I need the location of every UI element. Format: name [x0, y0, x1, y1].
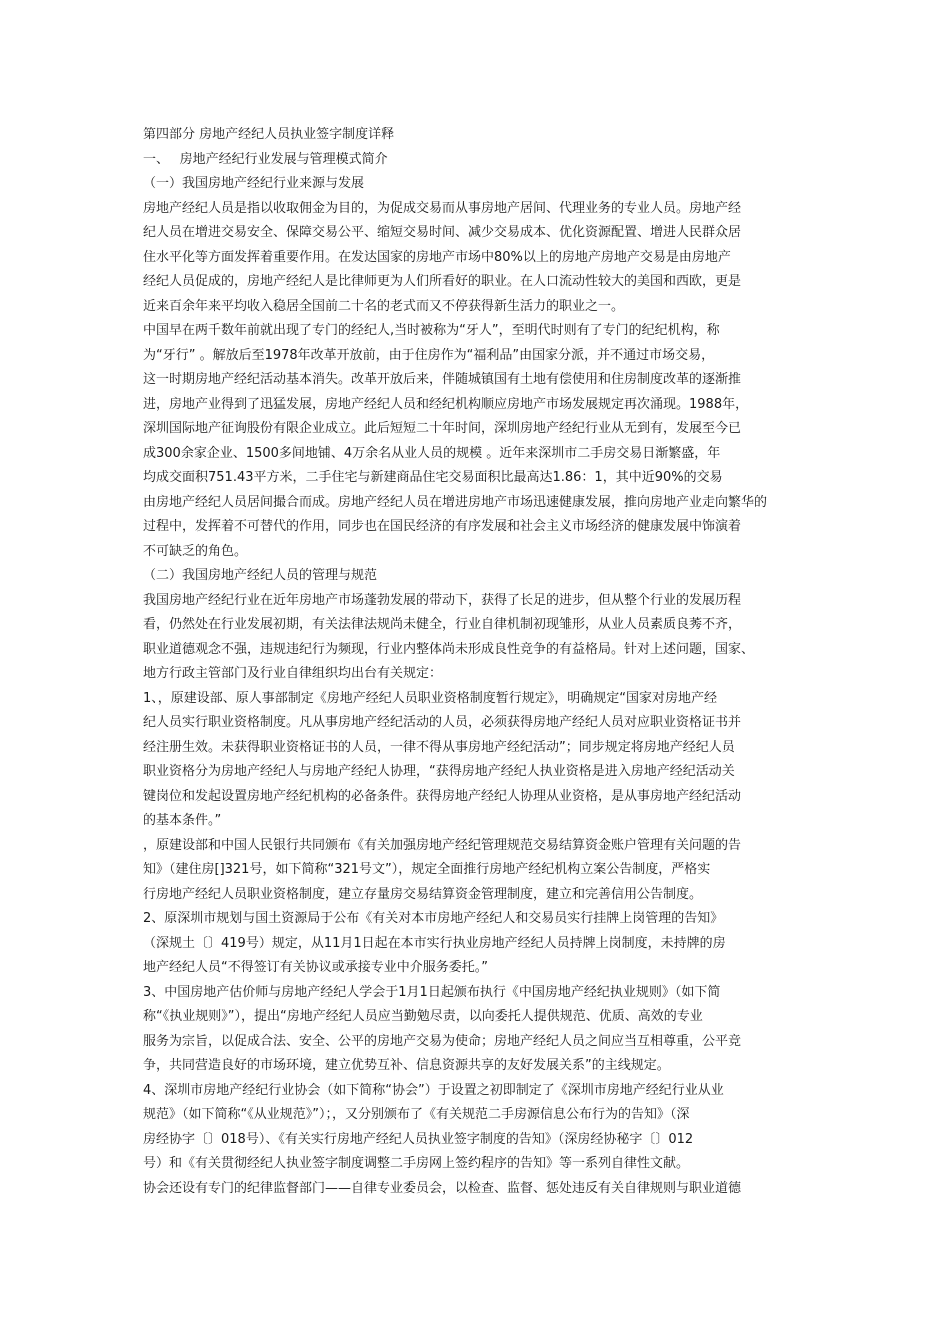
text-line: 不可缺乏的角色。 — [143, 543, 248, 559]
text-line: 我国房地产经纪行业在近年房地产市场蓬勃发展的带动下，获得了长足的进步，但从整个行业的发展历程 — [143, 592, 742, 608]
text-line: 纪人员在增进交易安全、保障交易公平、缩短交易时间、减少交易成本、优化资源配置、增进人民群众居 — [143, 225, 742, 240]
heading-line: 第四部分 房地产经纪人员执业签字制度详释 — [143, 127, 395, 142]
text-line: （深规土〔〕419号）规定，从11月1日起在本市实行执业房地产经纪人员持牌上岗制度，未持牌的房 — [143, 935, 726, 951]
text-line: 协会还设有专门的纪律监督部门——自律专业委员会，以检查、监督、惩处违反有关自律规则与职业道德 — [143, 1180, 742, 1196]
text-line: 进，房地产业得到了迅猛发展，房地产经纪人员和经纪机构顺应房地产市场发展规定再次涌现。1988年， — [143, 396, 749, 412]
text-line: 房地产经纪人员是指以收取佣金为目的，为促成交易而从事房地产居间、代理业务的专业人员。房地产经 — [143, 200, 742, 216]
text-line: 看，仍然处在行业发展初期，有关法律法规尚未健全，行业自律机制初现雏形，从业人员素质良莠不齐， — [143, 617, 742, 632]
text-line: 职业道德观念不强，违规违纪行为频现，行业内整体尚未形成良性竞争的有益格局。针对上述问题，国家、 — [143, 641, 755, 657]
text-line: 住水平化等方面发挥着重要作用。在发达国家的房地产市场中80%以上的房地产房地产交易是由房地产 — [143, 249, 731, 265]
text-line: 经纪人员促成的，房地产经纪人是比律师更为人们所看好的职业。在人口流动性较大的美国和西欧，更是 — [143, 274, 742, 289]
text-line: ，原建设部和中国人民银行共同颁布《有关加强房地产经纪管理规范交易结算资金账户管理有关问题的告 — [143, 837, 742, 853]
text-line: 成300余家企业、1500多间地铺、4万余名从业人员的规模 。近年来深圳市二手房交易日渐繁盛，年 — [143, 445, 721, 461]
text-line: 职业资格分为房地产经纪人与房地产经纪人协理，“获得房地产经纪人执业资格是进入房地产经纪活动关 — [143, 764, 735, 779]
text-line: 3、中国房地产估价师与房地产经纪人学会于1月1日起颁布执行《中国房地产经纪执业规则》（如下简 — [143, 984, 721, 1000]
text-line: 的基本条件。” — [143, 813, 222, 828]
heading-line: 一、 房地产经纪行业发展与管理模式简介 — [143, 151, 388, 167]
text-line: 知》（建住房[]321号，如下简称“321号文”），规定全面推行房地产经纪机构立案公告制度，严格实 — [143, 862, 711, 877]
text-line: 规范》（如下简称“《从业规范》”）；，又分别颁布了《有关规范二手房源信息公布行为的告知》（深 — [143, 1107, 690, 1122]
text-line: 这一时期房地产经纪活动基本消失。改革开放后来，伴随城镇国有土地有偿使用和住房制度改革的逐渐推 — [143, 372, 742, 387]
text-line: 行房地产经纪人员职业资格制度，建立存量房交易结算资金管理制度，建立和完善信用公告制度。 — [143, 886, 703, 902]
text-line: 4、深圳市房地产经纪行业协会（如下简称“协会”）于设置之初即制定了《深圳市房地产经纪行业从业 — [143, 1082, 724, 1098]
text-line: 1、，原建设部、原人事部制定《房地产经纪人员职业资格制度暂行规定》，明确规定“国家对房地产经 — [143, 690, 718, 706]
text-line: 近来百余年来平均收入稳居全国前二十名的老式而又不停获得新生活力的职业之一。 — [143, 298, 625, 314]
text-line: 争，共同营造良好的市场环境，建立优势互补、信息资源共享的友好发展关系”的主线规定。 — [143, 1058, 670, 1073]
text-line: 经注册生效。未获得职业资格证书的人员，一律不得从事房地产经纪活动”；同步规定将房地产经纪人员 — [143, 739, 735, 755]
text-line: 均成交面积751.43平方米，二手住宅与新建商品住宅交易面积比最高达1.86：1，其中近90%的交易 — [143, 470, 723, 485]
text-line: 纪人员实行职业资格制度。凡从事房地产经纪活动的人员，必须获得房地产经纪人员对应职业资格证书并 — [143, 715, 742, 730]
text-line: 为“牙行” 。解放后至1978年改革开放前，由于住房作为“福利品”由国家分派，并不通过市场交易， — [143, 347, 715, 363]
text-line: 房经协字〔〕018号）、《有关实行房地产经纪人员执业签字制度的告知》（深房经协秘字〔〕012 — [143, 1131, 694, 1147]
text-line: 深圳国际地产征询股份有限企业成立。此后短短二十年时间，深圳房地产经纪行业从无到有，发展至今已 — [143, 421, 742, 436]
document-page — [143, 123, 811, 1201]
text-line: 过程中，发挥着不可替代的作用，同步也在国民经济的有序发展和社会主义市场经济的健康发展中饰演着 — [143, 519, 742, 534]
text-line: 由房地产经纪人员居间撮合而成。房地产经纪人员在增进房地产市场迅速健康发展，推向房地产业走向繁华的 — [143, 494, 768, 510]
heading-line: （二）我国房地产经纪人员的管理与规范 — [143, 568, 378, 583]
text-line: 2、原深圳市规划与国土资源局于公布《有关对本市房地产经纪人和交易员实行挂牌上岗管理的告知》 — [143, 911, 724, 926]
text-line: 服务为宗旨，以促成合法、安全、公平的房地产交易为使命；房地产经纪人员之间应当互相尊重，公平竞 — [143, 1033, 742, 1049]
text-line: 地产经纪人员“不得签订有关协议或承接专业中介服务委托。” — [143, 960, 488, 975]
text-line: 中国早在两千数年前就出现了专门的经纪人,当时被称为“牙人”，至明代时则有了专门的纪纪机构，称 — [143, 323, 720, 338]
text-line: 称“《执业规则》”），提出“房地产经纪人员应当勤勉尽责，以向委托人提供规范、优质、高效的专业 — [143, 1009, 703, 1024]
text-line: 键岗位和发起设置房地产经纪机构的必备条件。获得房地产经纪人协理从业资格，是从事房地产经纪活动 — [143, 788, 742, 804]
heading-line: （一）我国房地产经纪行业来源与发展 — [143, 176, 365, 191]
text-line: 地方行政主管部门及行业自律组织均出台有关规定： — [143, 666, 443, 681]
text-line: 号）和《有关贯彻经纪人执业签字制度调整二手房网上签约程序的告知》等一系列自律性文献。 — [143, 1156, 690, 1171]
